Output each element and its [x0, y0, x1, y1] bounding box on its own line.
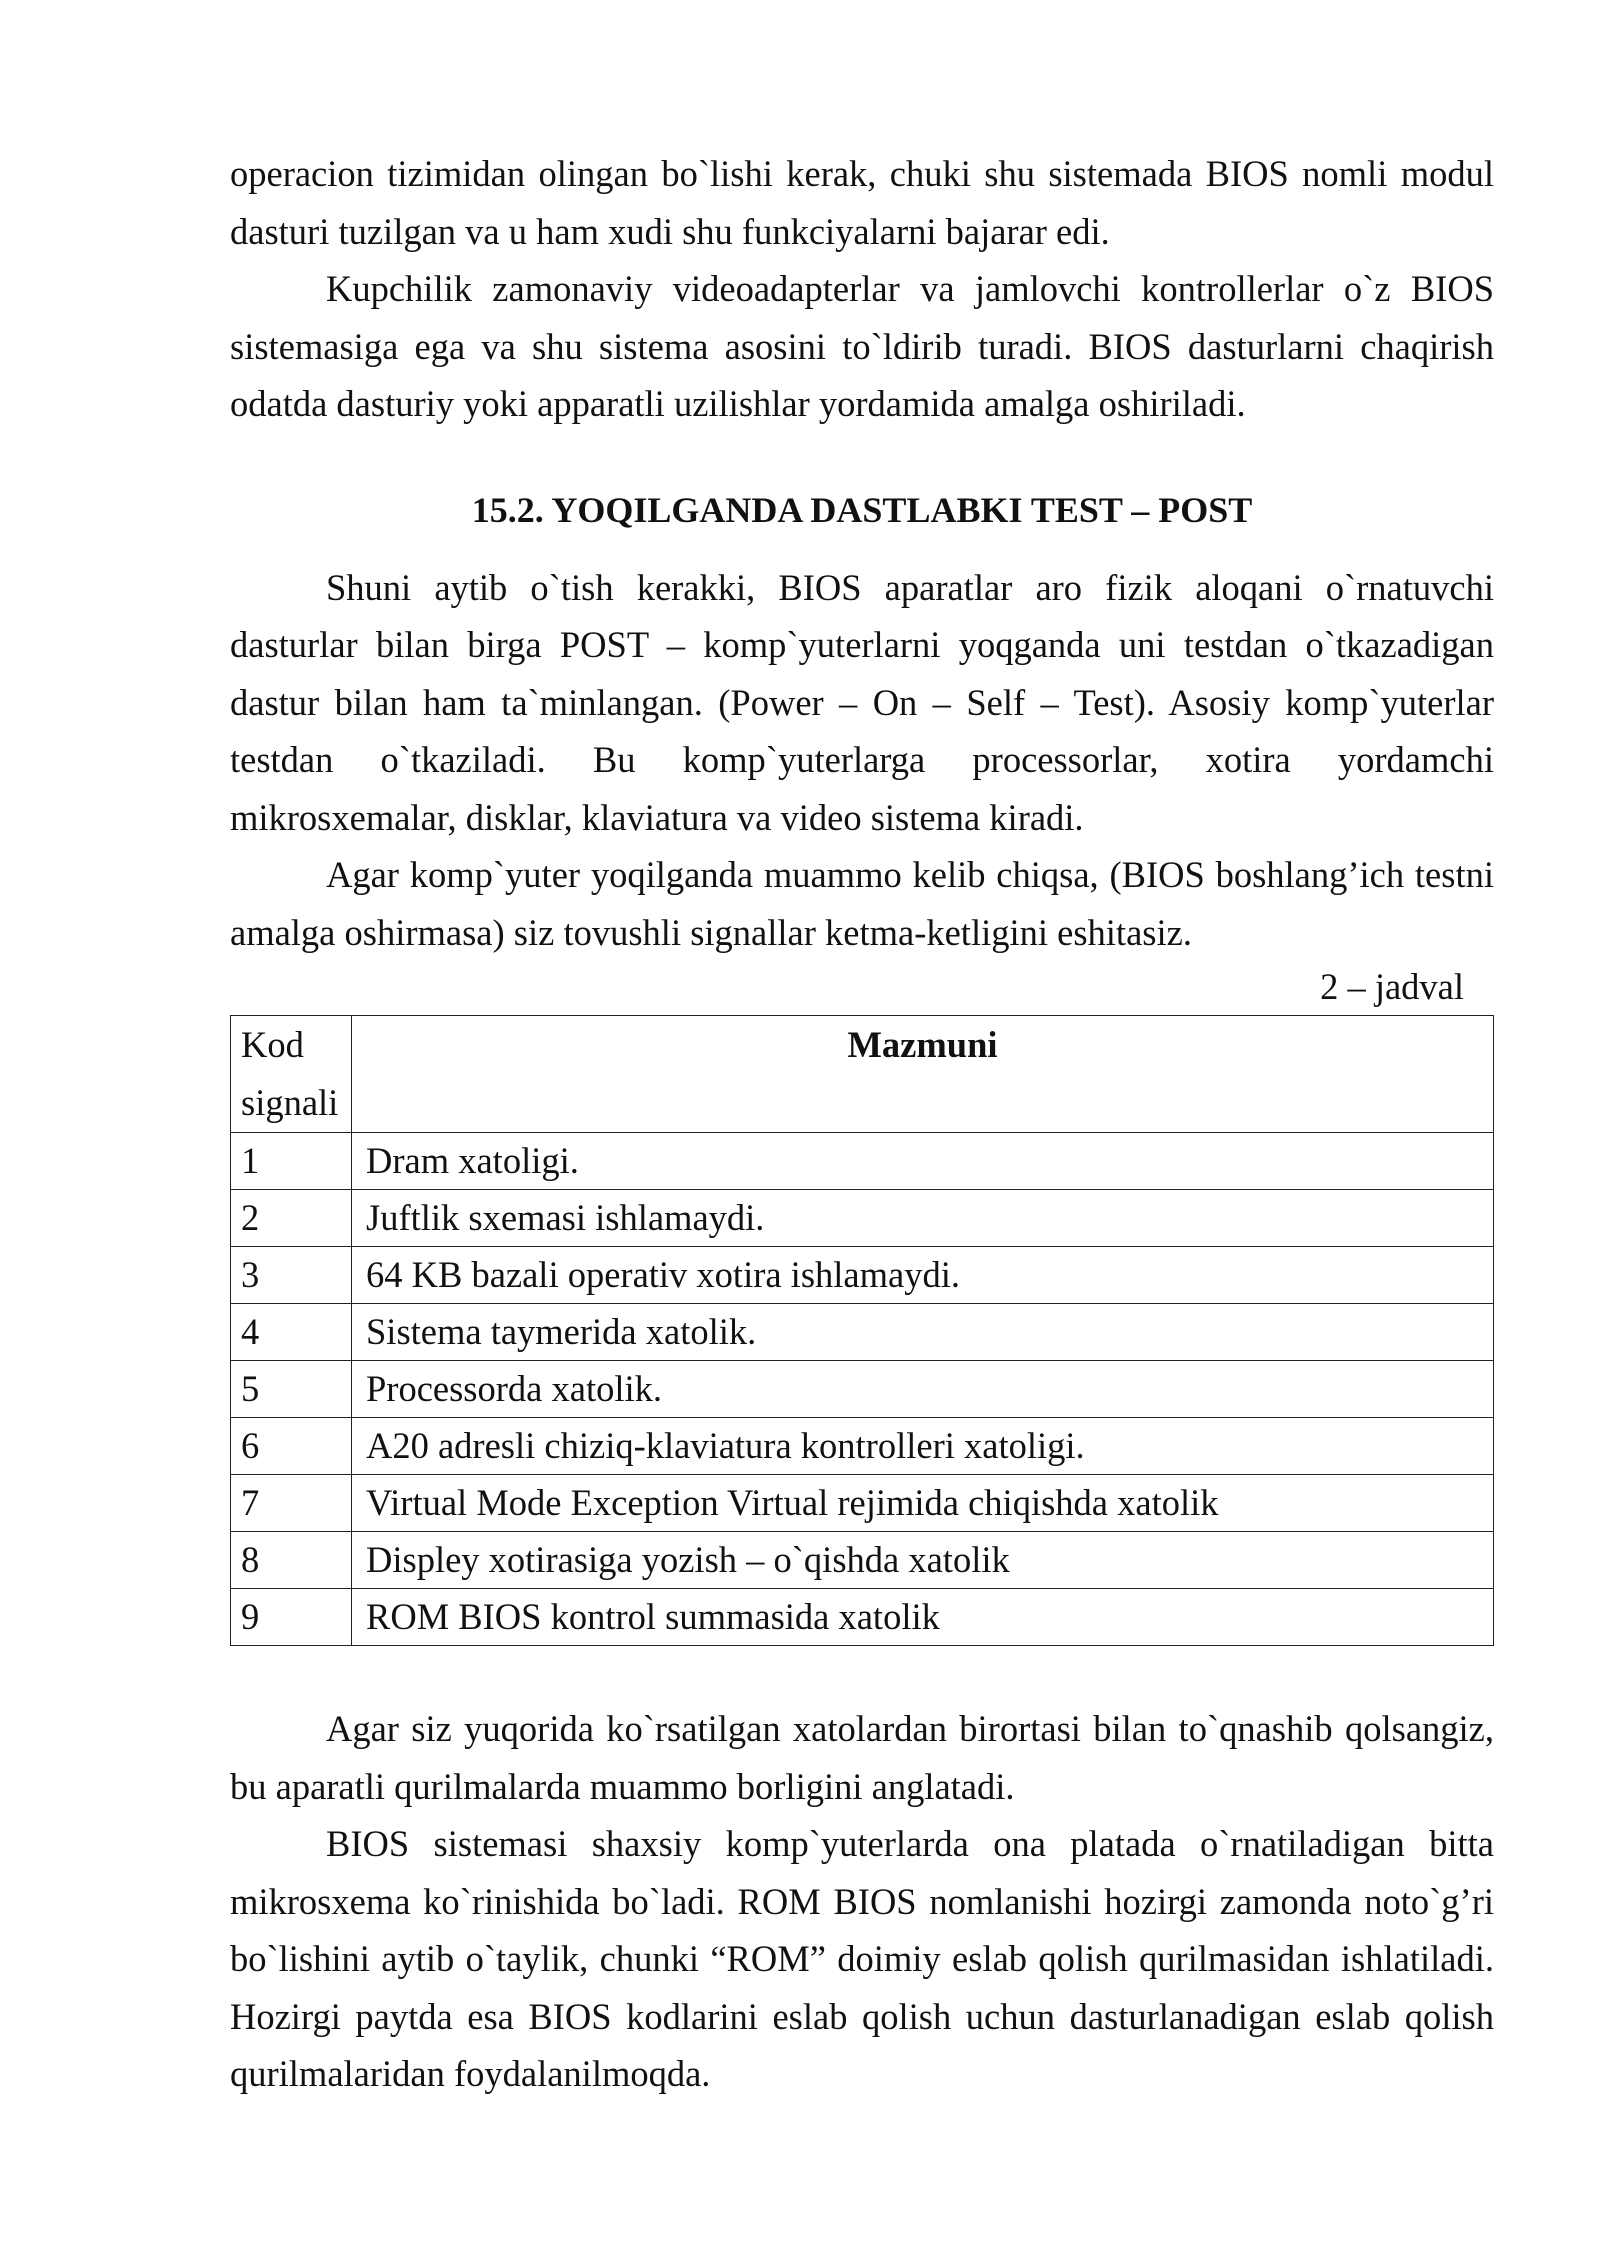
cell-code: 2: [231, 1190, 352, 1247]
table-row: [231, 1247, 1494, 1304]
header-code: Kod signali: [231, 1016, 352, 1133]
page-content: [230, 145, 1494, 2103]
cell-code: 3: [231, 1247, 352, 1304]
cell-description: Virtual Mode Exception Virtual rejimida chiqishda xatolik: [352, 1475, 1494, 1532]
cell-description: A20 adresli chiziq-klaviatura kontrolleri xatoligi.: [352, 1418, 1494, 1475]
table-caption: 2 – jadval: [1320, 966, 1464, 1007]
paragraph-top-2: Kupchilik zamonaviy videoadapterlar va jamlovchi kontrollerlar o`z BIOS sistemasiga ega va shu sistema asosini to`ldirib turadi. BIOS dasturlarni chaqirish odatda dasturiy yoki apparatli uzilishlar yordamida amalga oshiriladi.: [230, 268, 1494, 424]
paragraph-mid-2: Agar komp`yuter yoqilganda muammo kelib chiqsa, (BIOS boshlang’ich testni amalga oshirmasa) siz tovushli signallar ketma-ketligini eshitasiz.: [230, 854, 1494, 953]
cell-code: 4: [231, 1304, 352, 1361]
cell-description: Displey xotirasiga yozish – o`qishda xatolik: [352, 1532, 1494, 1589]
cell-description: Dram xatoligi.: [352, 1133, 1494, 1190]
cell-code: 7: [231, 1475, 352, 1532]
cell-code: 6: [231, 1418, 352, 1475]
paragraph-bottom-2: BIOS sistemasi shaxsiy komp`yuterlarda ona platada o`rnatiladigan bitta mikrosxema ko`rinishida bo`ladi. ROM BIOS nomlanishi hozirgi zamonda noto`g’ri bo`lishini aytib o`taylik, chunki “ROM” doimiy eslab qolish qurilmasidan ishlatiladi. Hozirgi paytda esa BIOS kodlarini eslab qolish uchun dasturlanadigan eslab qolish qurilmalaridan foydalanilmoqda.: [230, 1823, 1494, 2094]
signal-code-table: [230, 1015, 1494, 1646]
cell-description: 64 KB bazali operativ xotira ishlamaydi.: [352, 1247, 1494, 1304]
cell-code: 9: [231, 1589, 352, 1646]
table-row: [231, 1304, 1494, 1361]
cell-description: Sistema taymerida xatolik.: [352, 1304, 1494, 1361]
paragraph-mid-1: Shuni aytib o`tish kerakki, BIOS aparatlar aro fizik aloqani o`rnatuvchi dasturlar bilan birga POST – komp`yuterlarni yoqganda uni testdan o`tkazadigan dastur bilan ham ta`minlangan. (Power – On – Self – Test). Asosiy komp`yuterlar testdan o`tkaziladi. Bu komp`yuterlarga processorlar, xotira yordamchi mikrosxemalar, disklar, klaviatura va video sistema kiradi.: [230, 566, 1494, 838]
paragraph-bottom-1: Agar siz yuqorida ko`rsatilgan xatolardan birortasi bilan to`qnashib qolsangiz, bu aparatli qurilmalarda muammo borligini anglatadi.: [230, 1708, 1494, 1807]
paragraph-top-1: operacion tizimidan olingan bo`lishi kerak, chuki shu sistemada BIOS nomli modul dasturi tuzilgan va u ham xudi shu funkciyalarni bajarar edi.: [230, 153, 1494, 252]
table-row: [231, 1361, 1494, 1418]
section-heading: 15.2. YOQILGANDA DASTLABKI TEST – POST: [471, 489, 1253, 530]
table-header-row: [231, 1016, 1494, 1133]
cell-description: Processorda xatolik.: [352, 1361, 1494, 1418]
table-row: [231, 1475, 1494, 1532]
cell-code: 1: [231, 1133, 352, 1190]
table-row: [231, 1532, 1494, 1589]
table-row: [231, 1418, 1494, 1475]
cell-code: 8: [231, 1532, 352, 1589]
cell-code: 5: [231, 1361, 352, 1418]
header-content: Mazmuni: [352, 1016, 1494, 1133]
cell-description: Juftlik sxemasi ishlamaydi.: [352, 1190, 1494, 1247]
cell-description: ROM BIOS kontrol summasida xatolik: [352, 1589, 1494, 1646]
table-row: [231, 1589, 1494, 1646]
table-row: [231, 1133, 1494, 1190]
table-row: [231, 1190, 1494, 1247]
